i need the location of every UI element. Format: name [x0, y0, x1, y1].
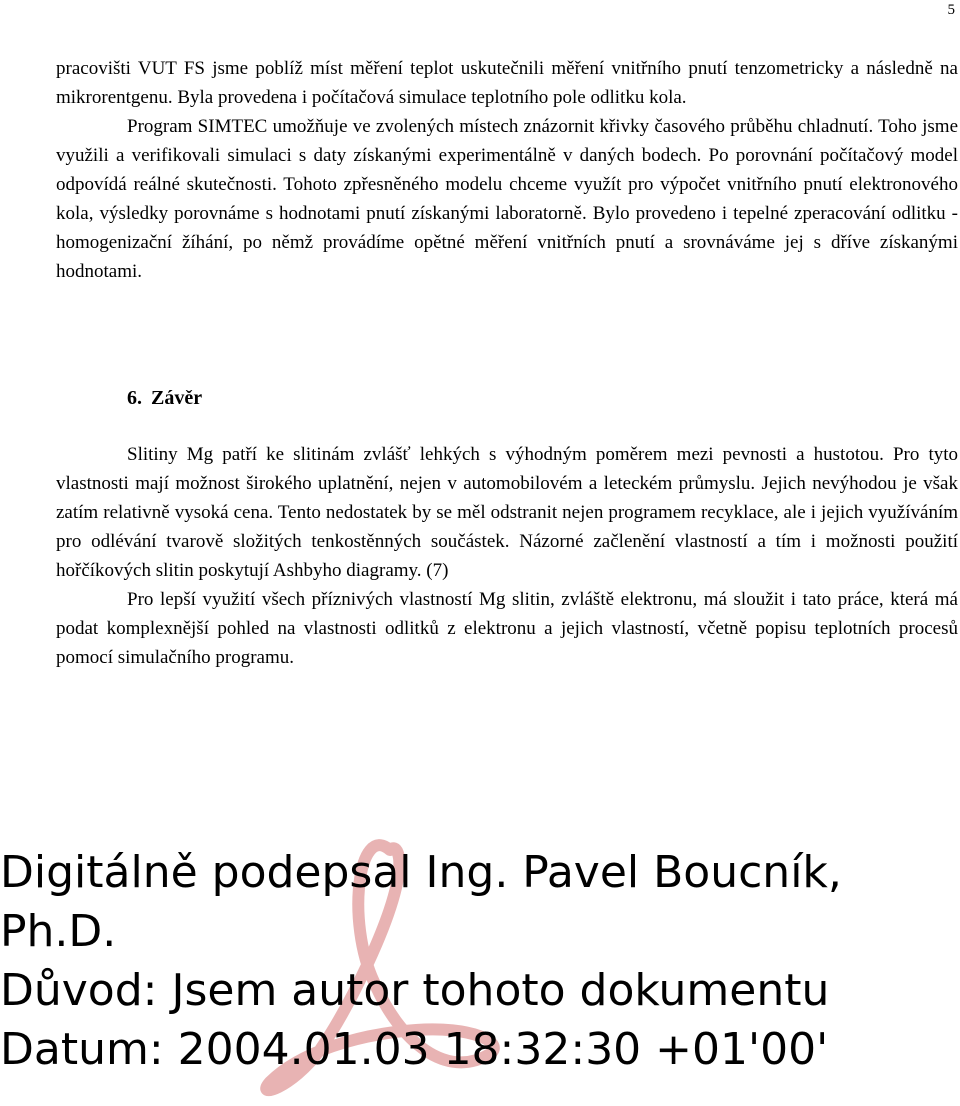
intro-text — [56, 54, 958, 286]
signature-line: Digitálně podepsal Ing. Pavel Boucník, — [0, 847, 842, 898]
paragraph: Program SIMTEC umožňuje ve zvolených místech znázornit křivky časového průběhu chladnutí. Toho jsme využili a verifikovali simulaci s daty získanými experimentálně v daných bodech. Po porovnání počítačový model odpovídá reálné skutečnosti. Tohoto zpřesněného modelu chceme využít pro výpočet vnitřního pnutí elektronového kola, výsledky porovnáme s hodnotami pnutí získanými laboratorně. Bylo provedeno i tepelné zperacování odlitku - homogenizační žíhání, po němž provádíme opětné měření vnitřních pnutí a srovnáváme jej s dříve získanými hodnotami. — [56, 116, 958, 282]
section-heading — [127, 384, 206, 413]
paragraph: Pro lepší využití všech příznivých vlastností Mg slitin, zvláště elektronu, má sloužit i tato práce, která má podat komplexnější pohled na vlastnosti odlitků z elektronu a jejich vlastností, včetně popisu teplotních procesů pomocí simulačního programu. — [56, 589, 958, 668]
section-number: 6. — [127, 387, 142, 409]
paragraph: pracovišti VUT FS jsme poblíž míst měření teplot uskutečnili měření vnitřního pnutí tenzometricky a následně na mikrorentgenu. Byla provedena i počítačová simulace teplotního pole odlitku kola. — [56, 58, 958, 108]
section-title: Závěr — [151, 387, 203, 409]
signature-line: Ph.D. — [0, 906, 117, 957]
signature-line: Důvod: Jsem autor tohoto dokumentu — [0, 965, 830, 1016]
digital-signature — [0, 843, 842, 1079]
conclusion-text — [56, 440, 958, 672]
paragraph: Slitiny Mg patří ke slitinám zvlášť lehkých s výhodným poměrem mezi pevnosti a hustotou. Pro tyto vlastnosti mají možnost širokého uplatnění, nejen v automobilovém a leteckém průmyslu. Jejich nevýhodou je však zatím relativně vysoká cena. Tento nedostatek by se měl odstranit nejen programem recyklace, ale i jejich využíváním pro odlévání tvarově složitých tenkostěnných součástek. Názorné začlenění vlastností a tím i možnosti použití hořčíkových slitin poskytují Ashbyho diagramy. (7) — [56, 444, 958, 581]
page-number: 5 — [947, 2, 955, 18]
signature-line: Datum: 2004.01.03 18:32:30 +01'00' — [0, 1024, 829, 1075]
